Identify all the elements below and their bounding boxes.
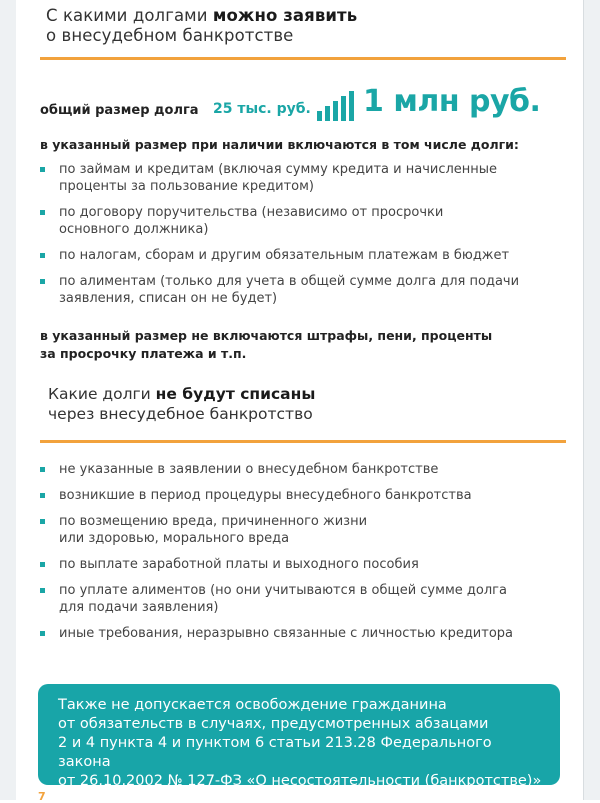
document-page <box>16 0 583 803</box>
heading-text-line2: через внесудебное банкротство <box>48 405 313 423</box>
debt-size-label: общий размер долга <box>40 103 199 118</box>
heading-text: С какими долгами <box>46 6 213 25</box>
included-debts-list <box>40 161 570 307</box>
list-item: по выплате заработной платы и выходного пособия <box>40 556 570 573</box>
list-item: возникшие в период процедуры внесудебного банкротства <box>40 487 570 504</box>
list-item: по возмещению вреда, причиненного жизни или здоровью, морального вреда <box>40 513 570 547</box>
bullet-icon <box>40 493 45 498</box>
heading-text-line2: о внесудебном банкротстве <box>46 26 294 45</box>
debt-max-value: 1 млн руб. <box>363 84 541 119</box>
list-item: по налогам, сборам и другим обязательным платежам в бюджет <box>40 247 570 264</box>
list-item: по уплате алиментов (но они учитываются в общей сумме долга для подачи заявления) <box>40 582 570 616</box>
page-number: 7 <box>38 790 46 803</box>
not-written-off-list <box>40 461 570 642</box>
bullet-icon <box>40 167 45 172</box>
bullet-icon <box>40 210 45 215</box>
debt-min-value: 25 тыс. руб. <box>213 101 311 117</box>
orange-divider <box>40 57 566 60</box>
callout-text: Также не допускается освобождение гражданина от обязательств в случаях, предусмотренных абзацами 2 и 4 пункта 4 и пунктом 6 статьи 213.28 Федерального закона от 26.10.2002 № 127-ФЗ «О несостоятельности (банкротстве)» <box>58 697 542 789</box>
heading-text: Какие долги <box>48 385 156 403</box>
list-item: иные требования, неразрывно связанные с личностью кредитора <box>40 625 570 642</box>
bullet-icon <box>40 562 45 567</box>
section-heading-not-written-off <box>48 384 315 424</box>
page-margin-right <box>584 0 600 800</box>
excluded-penalties-note: в указанный размер не включаются штрафы, пени, проценты за просрочку платежа и т.п. <box>40 328 493 361</box>
bullet-icon <box>40 467 45 472</box>
list-item: по алиментам (только для учета в общей сумме долга для подачи заявления, списан он не будет) <box>40 273 570 307</box>
list-item: не указанные в заявлении о внесудебном банкротстве <box>40 461 570 478</box>
included-intro: в указанный размер при наличии включаются в том числе долги: <box>40 137 519 152</box>
orange-divider <box>40 440 566 443</box>
list-item: по займам и кредитам (включая сумму кредита и начисленные проценты за пользование кредитом) <box>40 161 570 195</box>
legal-note-callout <box>38 684 560 789</box>
section-heading-can-apply <box>46 6 357 46</box>
rising-bars-icon <box>317 91 357 121</box>
bullet-icon <box>40 279 45 284</box>
bullet-icon <box>40 631 45 636</box>
list-item: по договору поручительства (независимо от просрочки основного должника) <box>40 204 570 238</box>
bullet-icon <box>40 588 45 593</box>
heading-bold-text: не будут списаны <box>155 385 316 403</box>
bullet-icon <box>40 519 45 524</box>
heading-bold-text: можно заявить <box>212 6 358 25</box>
bullet-icon <box>40 253 45 258</box>
page-margin-left <box>0 0 16 800</box>
